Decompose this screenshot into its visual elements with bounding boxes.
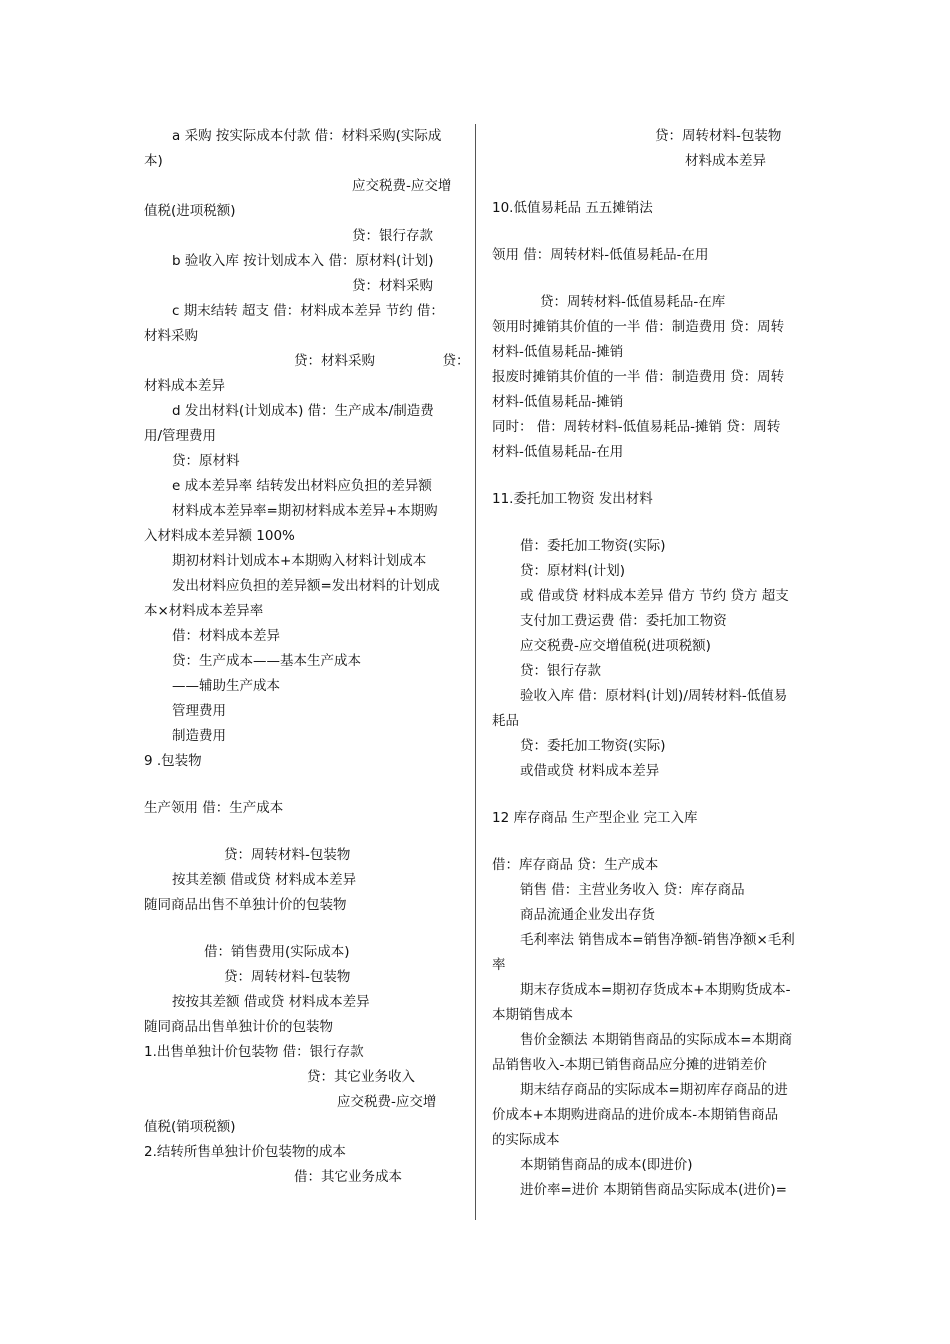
text-line: 的实际成本: [492, 1132, 560, 1148]
right-column: [492, 124, 810, 1203]
text-line: 本期销售成本: [492, 1007, 573, 1023]
column-divider: [475, 124, 476, 1220]
text-line: 发出材料应负担的差异额=发出材料的计划成: [172, 578, 440, 594]
text-line: 率: [492, 957, 506, 973]
text-line: 生产领用 借：生产成本: [144, 800, 284, 816]
text-line: 贷：委托加工物资(实际): [520, 738, 666, 754]
left-column: [144, 124, 470, 1190]
text-line: 10.低值易耗品 五五摊销法: [492, 200, 653, 216]
text-line: 管理费用: [172, 703, 226, 719]
text-line: 按按其差额 借或贷 材料成本差异: [172, 994, 370, 1010]
text-line: 领用时摊销其价值的一半 借：制造费用 贷：周转: [492, 319, 785, 335]
text-line: 1.出售单独计价包装物 借：银行存款: [144, 1044, 364, 1060]
text-line: 材料-低值易耗品-摊销: [492, 394, 624, 410]
text-line: 12 库存商品 生产型企业 完工入库: [492, 810, 698, 826]
text-line: 应交税费-应交增: [337, 1094, 437, 1110]
text-line: d 发出材料(计划成本) 借：生产成本/制造费: [172, 403, 434, 419]
text-line: 贷：材料采购 贷：: [294, 353, 470, 369]
text-line: 价成本+本期购进商品的进价成本-本期销售商品: [492, 1107, 779, 1123]
blank-line: [492, 174, 810, 196]
text-line: 贷：其它业务收入: [307, 1069, 415, 1085]
text-line: 或借或贷 材料成本差异: [520, 763, 660, 779]
text-line: 材料成本差异率=期初材料成本差异+本期购: [172, 503, 438, 519]
text-line: 借：其它业务成本: [294, 1169, 402, 1185]
text-line: 贷：周转材料-包装物: [224, 969, 351, 985]
text-line: 应交税费-应交增值税(进项税额): [520, 638, 711, 654]
text-line: 期初材料计划成本+本期购入材料计划成本: [172, 553, 427, 569]
text-line: 期末存货成本=期初存货成本+本期购货成本-: [520, 982, 791, 998]
text-line: 贷：原材料: [172, 453, 240, 469]
text-line: 材料采购: [144, 328, 198, 344]
text-line: 毛利率法 销售成本=销售净额-销售净额×毛利: [520, 932, 795, 948]
text-line: 11.委托加工物资 发出材料: [492, 491, 653, 507]
text-line: 材料-低值易耗品-在用: [492, 444, 624, 460]
text-line: 按其差额 借或贷 材料成本差异: [172, 872, 357, 888]
text-line: 贷：银行存款: [520, 663, 601, 679]
text-line: 借：库存商品 贷：生产成本: [492, 857, 659, 873]
text-line: 贷：生产成本——基本生产成本: [172, 653, 361, 669]
blank-line: [492, 221, 810, 243]
text-line: ——辅助生产成本: [172, 678, 280, 694]
text-line: 进价率=进价 本期销售商品实际成本(进价)=: [520, 1182, 787, 1198]
text-line: 售价金额法 本期销售商品的实际成本=本期商: [520, 1032, 793, 1048]
blank-line: [492, 512, 810, 534]
text-line: 制造费用: [172, 728, 226, 744]
text-line: 值税(销项税额): [144, 1119, 236, 1135]
text-line: 验收入库 借：原材料(计划)/周转材料-低值易: [520, 688, 788, 704]
text-line: 商品流通企业发出存货: [520, 907, 655, 923]
text-line: 贷：原材料(计划): [520, 563, 626, 579]
text-line: 贷：周转材料-低值易耗品-在库: [540, 294, 726, 310]
blank-line: [144, 774, 462, 796]
text-line: 期末结存商品的实际成本=期初库存商品的进: [520, 1082, 788, 1098]
text-line: 领用 借：周转材料-低值易耗品-在用: [492, 247, 709, 263]
blank-line: [144, 918, 462, 940]
text-line: 同时： 借：周转材料-低值易耗品-摊销 贷：周转: [492, 419, 781, 435]
text-line: 材料-低值易耗品-摊销: [492, 344, 624, 360]
text-line: 贷：周转材料-包装物: [224, 847, 351, 863]
text-line: 贷：材料采购: [352, 278, 433, 294]
text-line: 本): [144, 153, 163, 169]
text-line: 用/管理费用: [144, 428, 217, 444]
text-line: c 期末结转 超支 借：材料成本差异 节约 借：: [172, 303, 444, 319]
text-line: 贷：周转材料-包装物: [655, 128, 782, 144]
text-line: a 采购 按实际成本付款 借：材料采购(实际成: [172, 128, 442, 144]
text-line: 值税(进项税额): [144, 203, 236, 219]
text-line: 贷：银行存款: [352, 228, 433, 244]
text-line: 或 借或贷 材料成本差异 借方 节约 贷方 超支: [520, 588, 789, 604]
text-line: 销售 借：主营业务收入 贷：库存商品: [520, 882, 745, 898]
text-line: 报废时摊销其价值的一半 借：制造费用 贷：周转: [492, 369, 785, 385]
text-line: 借：委托加工物资(实际): [520, 538, 666, 554]
text-line: 2.结转所售单独计价包装物的成本: [144, 1144, 346, 1160]
text-line: 耗品: [492, 713, 519, 729]
text-line: 随同商品出售不单独计价的包装物: [144, 897, 347, 913]
text-line: 本期销售商品的成本(即进价): [520, 1157, 693, 1173]
text-line: 本×材料成本差异率: [144, 603, 264, 619]
text-line: b 验收入库 按计划成本入 借：原材料(计划): [172, 253, 434, 269]
text-line: 随同商品出售单独计价的包装物: [144, 1019, 333, 1035]
text-line: 品销售收入-本期已销售商品应分摊的进销差价: [492, 1057, 767, 1073]
text-line: 借：材料成本差异: [172, 628, 280, 644]
blank-line: [492, 465, 810, 487]
blank-line: [144, 821, 462, 843]
text-line: 借：销售费用(实际成本): [204, 944, 350, 960]
text-line: 材料成本差异: [144, 378, 225, 394]
text-line: 应交税费-应交增: [352, 178, 452, 194]
blank-line: [492, 784, 810, 806]
text-line: 材料成本差异: [685, 153, 766, 169]
text-line: 入材料成本差异额 100%: [144, 528, 295, 544]
blank-line: [492, 268, 810, 290]
text-line: 支付加工费运费 借：委托加工物资: [520, 613, 727, 629]
text-line: 9 .包装物: [144, 753, 202, 769]
blank-line: [492, 831, 810, 853]
text-line: e 成本差异率 结转发出材料应负担的差异额: [172, 478, 432, 494]
